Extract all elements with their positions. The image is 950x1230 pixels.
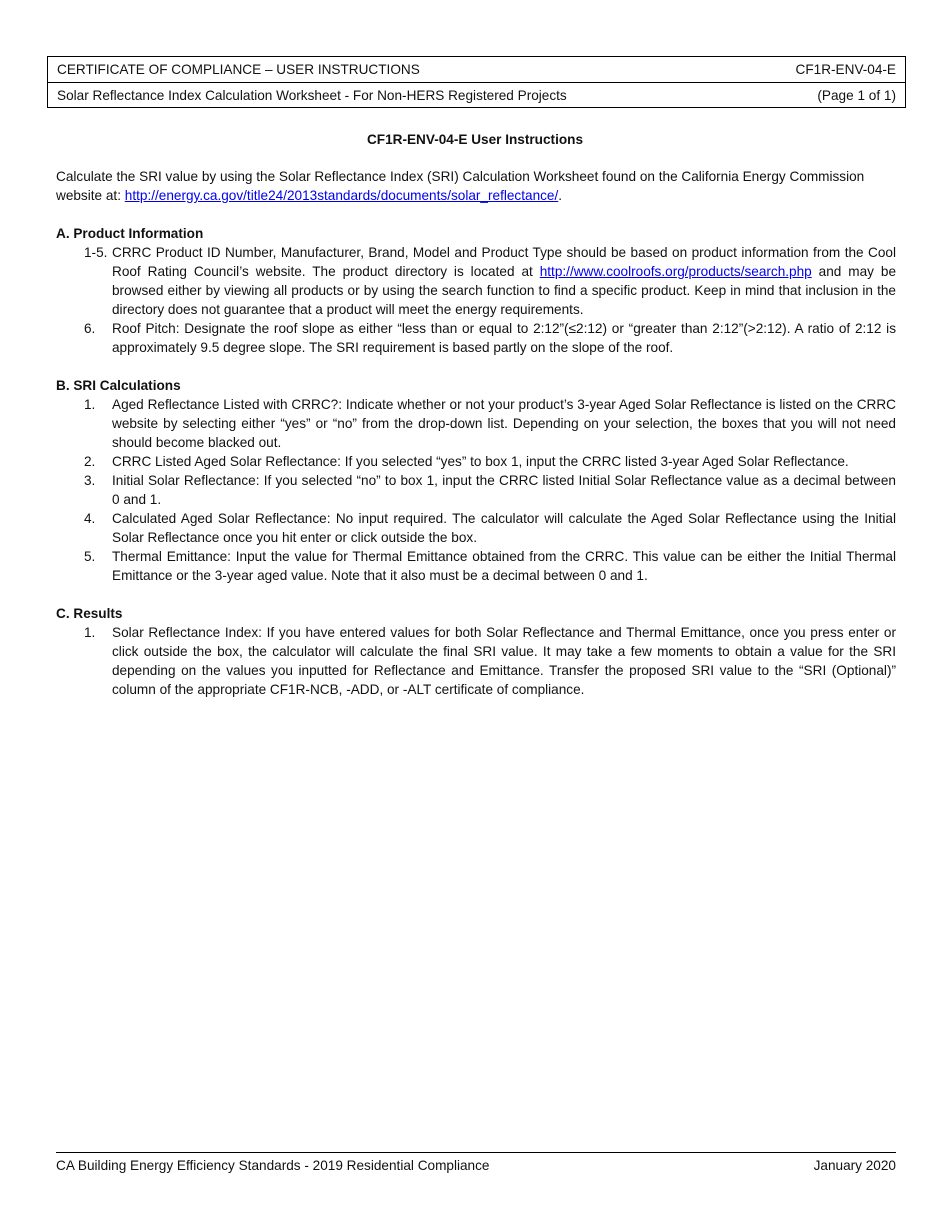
section-results xyxy=(56,604,896,699)
item-number: 2. xyxy=(84,454,96,469)
coolroofs-link[interactable]: http://www.coolroofs.org/products/search.php xyxy=(539,264,812,279)
footer-standards: CA Building Energy Efficiency Standards - 2019 Residential Compliance xyxy=(56,1158,490,1173)
list-item xyxy=(56,547,896,585)
section-title: B. SRI Calculations xyxy=(56,378,181,393)
item-text-after: and may be browsed either by viewing all products or by using the search function to find a specific product. Keep in mind that inclusion in the directory does not guarantee that a product will meet the energy requirements. xyxy=(112,264,897,317)
section-title: A. Product Information xyxy=(56,226,204,241)
section-product-information xyxy=(56,224,896,357)
item-text: Roof Pitch: Designate the roof slope as either “less than or equal to 2:12”(≤2:12) or “greater than 2:12”(>2:12). A ratio of 2:12 is approximately 9.5 degree slope. The SRI requirement is based partly on the slope of the roof. xyxy=(112,321,896,355)
item-text: CRRC Listed Aged Solar Reflectance: If you selected “yes” to box 1, input the CRRC listed 3-year Aged Solar Reflectance. xyxy=(112,454,849,469)
intro-text: Calculate the SRI value by using the Solar Reflectance Index (SRI) Calculation Worksheet found on the California Energy Commission website at: xyxy=(56,169,865,203)
section-sri-calculations xyxy=(56,376,896,585)
header-box xyxy=(47,56,906,108)
page-indicator: (Page 1 of 1) xyxy=(817,87,896,103)
item-number: 1-5. xyxy=(84,245,108,260)
item-number: 4. xyxy=(84,511,96,526)
list-item xyxy=(56,452,896,471)
list-item xyxy=(56,471,896,509)
list-item xyxy=(56,319,896,357)
item-number: 5. xyxy=(84,549,96,564)
list-item xyxy=(56,509,896,547)
intro-paragraph xyxy=(56,167,896,205)
item-number: 1. xyxy=(84,625,96,640)
item-text: Initial Solar Reflectance: If you selected “no” to box 1, input the CRRC listed Initial Solar Reflectance value as a decimal between 0 and 1. xyxy=(112,473,896,507)
item-text: Aged Reflectance Listed with CRRC?: Indicate whether or not your product’s 3-year Aged Solar Reflectance is listed on the CRRC website by selecting either “yes” or “no” from the drop-down list. Depending on your selection, the boxes that you will not need should become blacked out. xyxy=(112,397,896,450)
item-number: 3. xyxy=(84,473,96,488)
worksheet-title: Solar Reflectance Index Calculation Worksheet - For Non-HERS Registered Projects xyxy=(57,87,567,103)
item-text: Calculated Aged Solar Reflectance: No input required. The calculator will calculate the Aged Solar Reflectance using the Initial Solar Reflectance once you hit enter or click outside the box. xyxy=(112,511,896,545)
energy-commission-link[interactable]: http://energy.ca.gov/title24/2013standards/documents/solar_reflectance/ xyxy=(124,188,559,203)
item-text: Solar Reflectance Index: If you have entered values for both Solar Reflectance and Thermal Emittance, once you press enter or click outside the box, the calculator will calculate the final SRI value. It may take a few moments to obtain a value for the SRI depending on the values you inputted for Reflectance and Emittance. Transfer the proposed SRI value to the “SRI (Optional)” column of the appropriate CF1R-NCB, -ADD, or -ALT certificate of compliance. xyxy=(112,625,896,697)
item-text: CRRC Product ID Number, Manufacturer, Brand, Model and Product Type should be based on product information from the Cool Roof Rating Council’s website. The product directory is located at xyxy=(112,245,896,279)
instructions-body xyxy=(56,167,896,699)
list-item xyxy=(56,243,896,319)
header-row-1 xyxy=(48,57,905,82)
page-title: CF1R-ENV-04-E User Instructions xyxy=(366,132,584,147)
form-code: CF1R-ENV-04-E xyxy=(795,62,896,77)
form-type-title: CERTIFICATE OF COMPLIANCE – USER INSTRUCTIONS xyxy=(57,62,420,77)
item-number: 6. xyxy=(84,321,96,336)
page-footer xyxy=(56,1152,896,1175)
section-title: C. Results xyxy=(56,606,123,621)
header-row-2 xyxy=(48,82,905,107)
item-number: 1. xyxy=(84,397,96,412)
footer-date: January 2020 xyxy=(813,1158,896,1173)
item-text: Thermal Emittance: Input the value for Thermal Emittance obtained from the CRRC. This value can be either the Initial Thermal Emittance or the 3-year aged value. Note that it also must be a decimal between 0 and 1. xyxy=(112,549,896,583)
list-item xyxy=(56,623,896,699)
intro-after: . xyxy=(558,188,563,203)
list-item xyxy=(56,395,896,452)
